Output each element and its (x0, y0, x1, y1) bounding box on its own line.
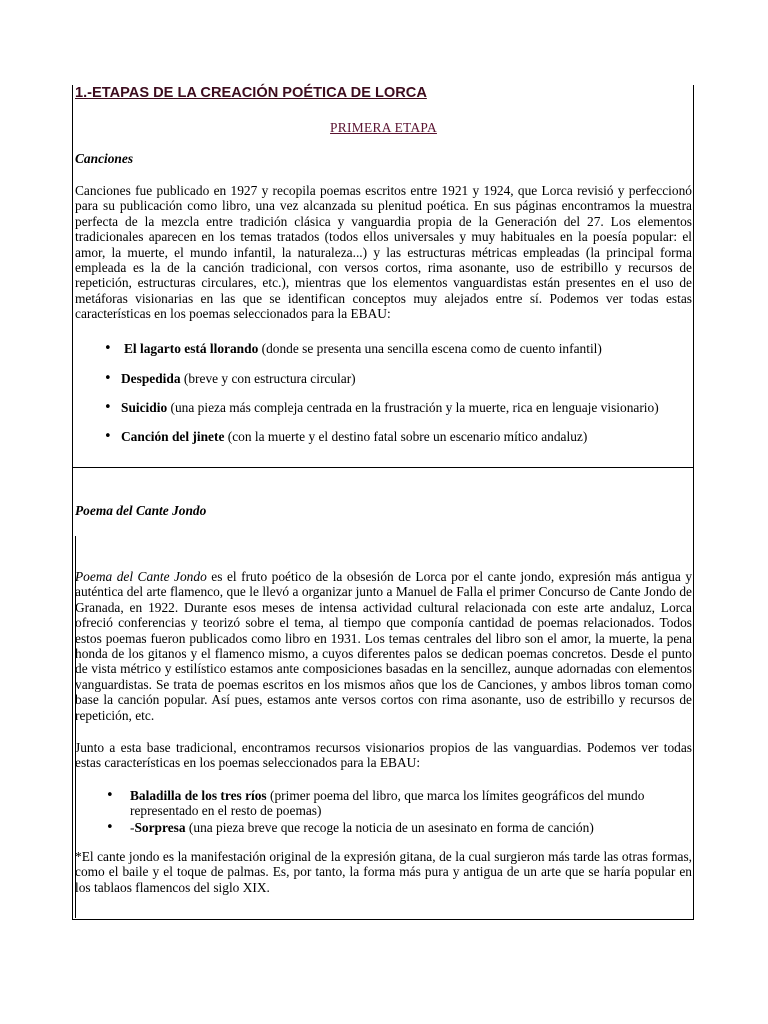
poem-title: Canción del jinete (121, 429, 225, 444)
document-heading: 1.-ETAPAS DE LA CREACIÓN POÉTICA DE LORCA (75, 85, 427, 101)
list-item (104, 371, 659, 387)
section-title-cante-jondo: Poema del Cante Jondo (75, 503, 207, 518)
poem-description: (donde se presenta una sencilla escena como de cuento infantil) (261, 341, 602, 356)
canciones-poem-list (104, 341, 659, 445)
cante-jondo-paragraph-text: es el fruto poético de la obsesión de Lorca por el cante jondo, expresión más antigua y auténtica del arte flamenco, que le llevó a organizar junto a Manuel de Falla el primer Concurso de Cante Jondo de Granada, en 1922. Durante esos meses de intensa actividad cultural relacionada con este arte andaluz, Lorca ofreció conferencias y teorizó sobre el tema, al tiempo que componía cantidad de poemas relacionados. Todos estos poemas fueron publicados como libro en 1931. Los temas centrales del libro son el amor, la muerte, la pena honda de los gitanos y el flamenco mismo, a cuyos diferentes palos se dedican poemas concretos. Desde el punto de vista métrico y estilístico estamos ante composiciones basadas en la sencillez, aunque adornadas con elementos vanguardistas. Se trata de poemas escritos en los mismos años que los de Canciones, y ambos libros toman como base la canción popular. Así pues, estamos ante versos cortos con rima asonante, uso de estribillo y recursos de repetición, etc. (75, 569, 693, 723)
poem-description: (una pieza más compleja centrada en la frustración y la muerte, rica en lenguaje visionario) (170, 400, 659, 415)
book-title-italic: Poema del Cante Jondo (75, 569, 207, 584)
list-item (104, 341, 659, 357)
bullet-icon: • (104, 371, 112, 386)
poem-title: Despedida (121, 371, 181, 386)
poem-title: El lagarto está llorando (124, 341, 259, 356)
poem-title: Suicidio (121, 400, 168, 415)
poem-title: Sorpresa (134, 819, 186, 835)
dash-prefix: - (130, 819, 135, 835)
list-item (106, 819, 692, 835)
bullet-icon: • (104, 341, 112, 356)
poem-description: (con la muerte y el destino fatal sobre un escenario mítico andaluz) (227, 429, 588, 444)
stage-title: PRIMERA ETAPA (330, 120, 437, 135)
list-item (104, 429, 659, 445)
poem-description: (breve y con estructura circular) (183, 371, 356, 386)
canciones-paragraph: Canciones fue publicado en 1927 y recopila poemas escritos entre 1921 y 1924, que Lorca revisió y perfeccionó para su publicación como libro, una vez alcanzada su plenitud poética. En sus páginas encontramos la muestra perfecta de la mezcla entre tradición clásica y vanguardia propia de la Generación del 27. Los elementos tradicionales aparecen en los temas tratados (todos ellos universales y muy habituales en la poesía popular: el amor, la muerte, el mundo infantil, la naturaleza...) y las estructuras métricas empleadas (la principal forma empleada es la de la canción tradicional, con versos cortos, rima asonante, uso de estribillo y recursos de repetición, estructuras circulares, etc.), mientras que los elementos vanguardistas están presentes en el uso de metáforas visionarias en las que se identifican conceptos muy alejados entre sí. Podemos ver todas estas características en los poemas seleccionados para la EBAU: (75, 183, 692, 322)
bullet-icon: • (106, 788, 114, 803)
footnote-paragraph: *El cante jondo es la manifestación original de la expresión gitana, de la cual surgieron más tarde las otras formas, como el baile y el toque de palmas. Es, por tanto, la forma más pura y antigua de un arte que se haría popular en los tablaos flamencos del siglo XIX. (75, 849, 692, 895)
poem-description: (primer poema del libro, que marca los límites geográficos del mundo representado en el resto de poemas) (130, 788, 645, 819)
section-title-canciones: Canciones (75, 151, 134, 166)
vanguard-paragraph: Junto a esta base tradicional, encontramos recursos visionarios propios de las vanguardias. Podemos ver todas estas características en los poemas seleccionados para la EBAU: (75, 740, 692, 771)
cante-jondo-poem-list (106, 788, 692, 835)
bullet-icon: • (106, 819, 114, 835)
poem-description: (una pieza breve que recoge la noticia de un asesinato en forma de canción) (185, 819, 594, 835)
bullet-icon: • (104, 400, 112, 415)
list-item (104, 400, 659, 416)
poem-title: Baladilla de los tres ríos (130, 788, 267, 803)
list-item (106, 788, 692, 819)
cante-jondo-paragraph (75, 569, 692, 723)
bullet-icon: • (104, 429, 112, 444)
